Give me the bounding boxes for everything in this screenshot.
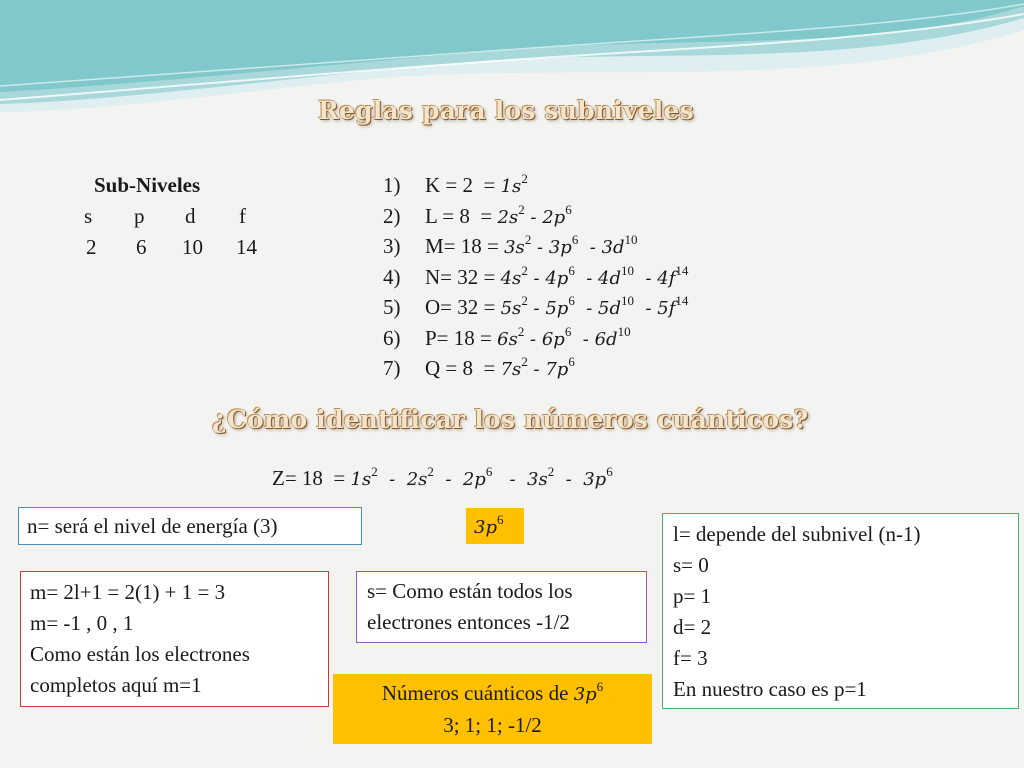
level-1-exp-0: 2 [521, 171, 528, 186]
l-line-2: s= 0 [673, 553, 709, 577]
count-f: 14 [236, 235, 257, 259]
level-2-exp-0: 2 [518, 201, 525, 217]
level-number: 4) [383, 264, 401, 289]
subnivel-d: d [185, 204, 196, 228]
s-line-2: electrones entonces -1/2 [367, 610, 570, 634]
count-p: 6 [136, 235, 147, 259]
m-line-4: completos aquí m=1 [30, 673, 202, 697]
level-lhs: O= 32 = [425, 295, 501, 319]
count-s: 2 [86, 235, 97, 259]
l-line-6: En nuestro caso es p=1 [673, 677, 867, 701]
result-prefix: Números cuánticos de [381, 681, 574, 705]
result-sup: 6 [596, 679, 604, 694]
level-2-exp-1: 6 [565, 201, 572, 217]
config-exp-0: 2 [371, 464, 378, 479]
level-lhs: M= 18 = [425, 234, 505, 258]
level-lhs: Q = 8 = [425, 356, 501, 380]
l-line-1: l= depende del subnivel (n-1) [673, 522, 921, 546]
result-base: 3p [573, 684, 597, 705]
level-lhs: L = 8 = [425, 203, 498, 228]
highlight-sup: 6 [496, 512, 504, 527]
level-6-term-2: - 6d [571, 328, 618, 350]
level-formula [425, 262, 688, 295]
level-3-term-2: - 3d [578, 237, 625, 258]
level-6-exp-2: 10 [617, 323, 631, 339]
level-7-exp-1: 6 [568, 354, 575, 369]
level-formula [425, 231, 638, 264]
electron-configuration [272, 463, 613, 496]
config-lhs: Z= 18 = [272, 466, 351, 490]
level-1-term-0: 1s [500, 176, 522, 197]
level-number: 1) [383, 173, 401, 197]
level-7-term-0: 7s [500, 359, 522, 380]
page-title: Reglas para los subniveles [318, 96, 694, 125]
level-4-exp-3: 14 [675, 262, 689, 278]
section-subtitle: ¿Cómo identificar los números cuánticos? [212, 405, 809, 434]
subniveles-heading: Sub-Niveles [94, 173, 201, 197]
level-5-term-0: 5s [500, 298, 522, 319]
level-5-exp-0: 2 [521, 293, 528, 308]
level-number: 3) [383, 234, 401, 258]
m-box [20, 571, 329, 707]
subnivel-s: s [84, 204, 93, 228]
level-number: 5) [383, 295, 401, 319]
level-4-exp-2: 10 [621, 262, 635, 278]
level-4-term-0: 4s [500, 267, 522, 289]
level-2-term-0: 2s [497, 206, 519, 228]
level-7-exp-0: 2 [521, 354, 528, 369]
level-4-exp-1: 6 [568, 262, 575, 278]
level-number: 2) [383, 203, 401, 228]
level-number: 6) [383, 325, 401, 350]
n-text: n= será el nivel de energía (3) [27, 514, 278, 538]
l-line-4: d= 2 [673, 615, 712, 639]
level-lhs: N= 32 = [425, 264, 501, 289]
level-lhs: K = 2 = [425, 173, 501, 197]
level-4-exp-0: 2 [521, 262, 528, 278]
level-6-exp-0: 2 [517, 323, 525, 339]
m-line-1: m= 2l+1 = 2(1) + 1 = 3 [30, 580, 226, 604]
result-line-2: 3; 1; 1; -1/2 [443, 713, 542, 737]
l-line-5: f= 3 [673, 646, 708, 670]
level-2-term-1: - 2p [524, 206, 566, 228]
level-3-term-0: 3s [504, 237, 525, 258]
level-5-exp-2: 10 [621, 293, 635, 308]
config-exp-1: 2 [427, 464, 434, 479]
config-term-2: - 2p [433, 469, 486, 490]
result-box [333, 674, 652, 744]
level-6-exp-1: 6 [564, 323, 572, 339]
level-formula [425, 292, 688, 325]
subnivel-p: p [134, 204, 145, 228]
level-5-exp-3: 14 [675, 293, 689, 308]
level-4-term-1: - 4p [527, 267, 569, 289]
config-term-1: - 2s [377, 469, 428, 490]
l-line-3: p= 1 [673, 584, 712, 608]
count-d: 10 [182, 235, 203, 259]
config-exp-3: 2 [547, 464, 555, 479]
s-box [356, 571, 647, 643]
level-5-term-3: - 5f [634, 298, 676, 319]
level-3-exp-1: 6 [571, 232, 579, 247]
level-lhs: P= 18 = [425, 325, 498, 350]
level-3-term-1: - 3p [531, 237, 572, 258]
highlight-base: 3p [474, 517, 497, 538]
n-box [18, 507, 362, 545]
level-formula [425, 170, 528, 203]
level-3-exp-2: 10 [624, 232, 638, 247]
level-4-term-2: - 4d [574, 267, 622, 289]
result-line-1 [341, 678, 644, 710]
config-exp-2: 6 [485, 464, 493, 479]
config-term-4: - 3p [554, 469, 607, 490]
level-5-term-2: - 5d [574, 298, 622, 319]
level-6-term-0: 6s [497, 328, 518, 350]
config-exp-4: 6 [606, 464, 613, 479]
level-7-term-1: - 7p [527, 359, 569, 380]
subnivel-f: f [239, 204, 246, 228]
level-3-exp-0: 2 [524, 232, 532, 247]
m-line-3: Como están los electrones [30, 642, 250, 666]
highlight-3p6 [466, 508, 524, 544]
level-5-term-1: - 5p [527, 298, 569, 319]
config-term-0: 1s [350, 469, 372, 490]
s-line-1: s= Como están todos los [367, 579, 573, 603]
level-formula [425, 201, 572, 234]
m-line-2: m= -1 , 0 , 1 [30, 611, 134, 635]
level-6-term-1: - 6p [524, 328, 565, 350]
level-formula [425, 353, 575, 386]
level-4-term-3: - 4f [634, 267, 676, 289]
level-formula [425, 323, 631, 356]
config-term-3: - 3s [492, 469, 548, 490]
level-number: 7) [383, 356, 401, 380]
level-5-exp-1: 6 [568, 293, 575, 308]
l-box [662, 513, 1019, 709]
